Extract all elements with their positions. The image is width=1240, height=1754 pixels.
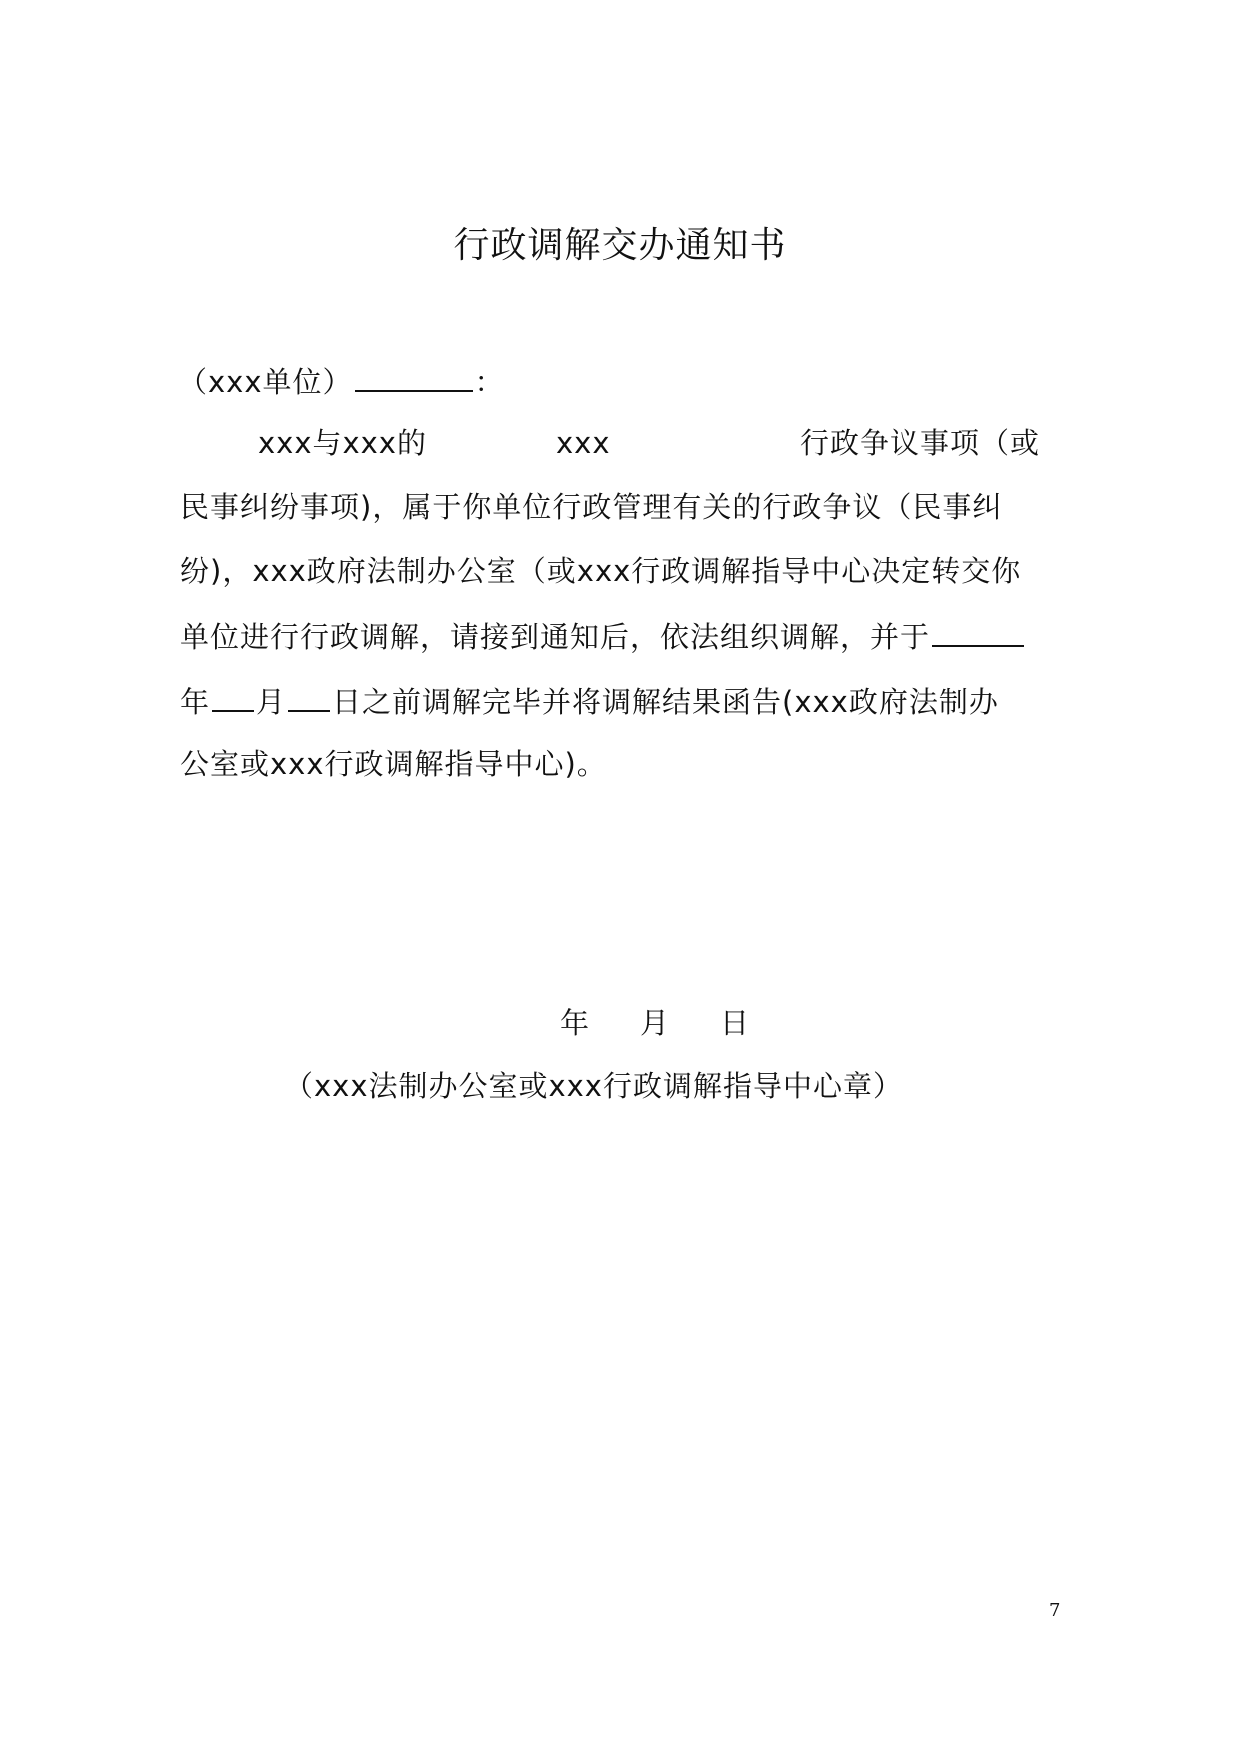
paragraph-line-1-part3: 行政争议事项（或 — [800, 426, 1041, 460]
paragraph-line-1-part1: xxx与xxx的 — [258, 426, 427, 460]
paragraph-line-2: 民事纠纷事项)，属于你单位行政管理有关的行政争议（民事纠 — [180, 490, 1003, 524]
page-number: 7 — [1049, 1600, 1061, 1621]
deadline-year-label: 年 — [180, 685, 211, 719]
document-title: 行政调解交办通知书 — [453, 225, 787, 266]
addressee-colon: ： — [474, 365, 505, 399]
paragraph-line-4-text: 单位进行行政调解，请接到通知后，依法组织调解，并于 — [180, 620, 931, 654]
paragraph-line-5 — [180, 680, 999, 722]
deadline-day-blank — [288, 680, 330, 712]
addressee-line — [178, 360, 505, 402]
paragraph-line-3: 纷)，xxx政府法制办公室（或xxx行政调解指导中心决定转交你 — [180, 554, 1022, 588]
date-day-label: 日 — [720, 1006, 751, 1040]
paragraph-line-5-rest: 日之前调解完毕并将调解结果函告(xxx政府法制办 — [332, 685, 999, 719]
addressee-blank — [355, 360, 473, 392]
deadline-month-label: 月 — [256, 685, 287, 719]
paragraph-line-6: 公室或xxx行政调解指导中心)。 — [180, 747, 607, 781]
paragraph-line-1-part2: xxx — [556, 426, 611, 460]
date-month-label: 月 — [640, 1006, 671, 1040]
deadline-blank — [932, 615, 1024, 647]
addressee-prefix: （xxx单位） — [178, 365, 353, 399]
deadline-month-blank — [212, 680, 254, 712]
seal-line: （xxx法制办公室或xxx行政调解指导中心章） — [284, 1069, 903, 1103]
paragraph-line-4 — [180, 615, 1026, 657]
date-year-label: 年 — [560, 1006, 591, 1040]
